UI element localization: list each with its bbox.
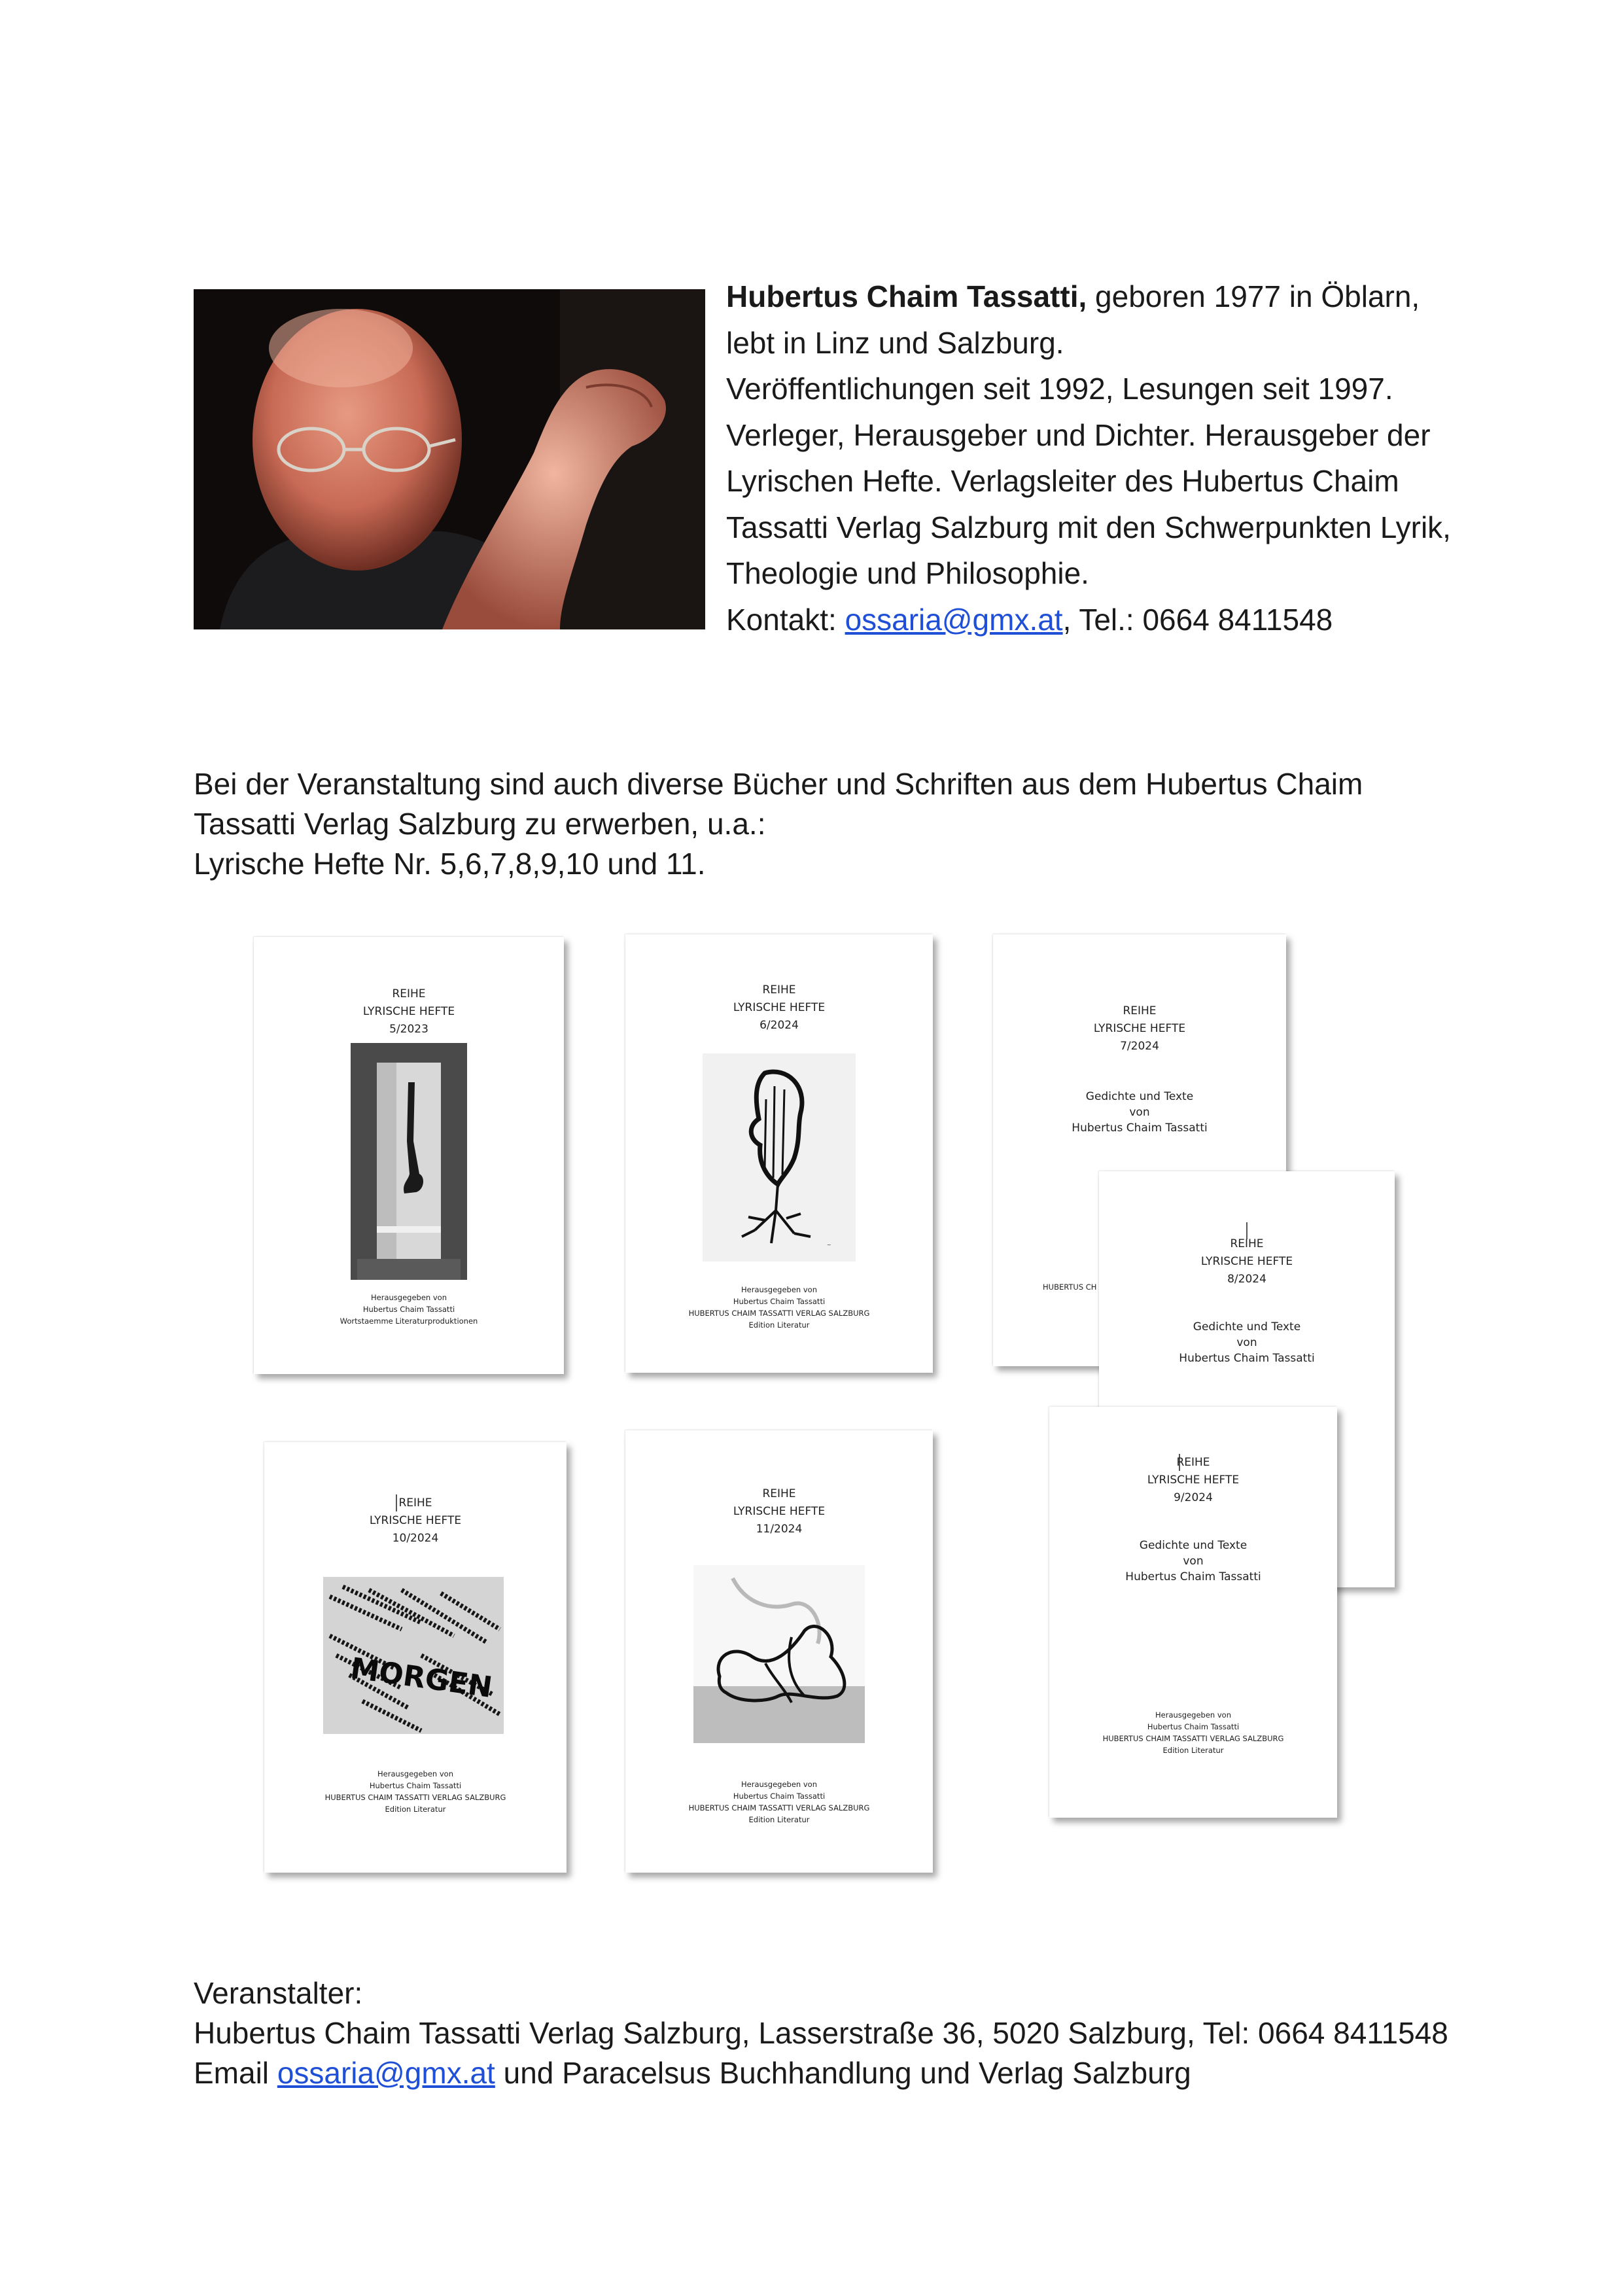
event-line-1: Bei der Veranstaltung sind auch diverse Bücher und Schriften aus dem Hubertus Chaim [194,767,1363,801]
cover-footer-1: Herausgegeben von [1155,1710,1231,1720]
event-line-2: Tassatti Verlag Salzburg zu erwerben, u.a.: [194,807,766,841]
bio-birth: geboren 1977 in Öblarn, [1087,279,1420,313]
cover-series: LYRISCHE HEFTE [362,1005,455,1018]
bio-line-6: Tassatti Verlag Salzburg mit den Schwerpunkten Lyrik, [726,510,1451,544]
cover-series: LYRISCHE HEFTE [1147,1474,1240,1487]
cover-heft-9 [1049,1407,1337,1818]
cover-subtitle-3: Hubertus Chaim Tassatti [1125,1570,1261,1583]
cover-subtitle-3: Hubertus Chaim Tassatti [1072,1122,1208,1135]
cover-footer-3: HUBERTUS CHAIM TASSATTI VERLAG SALZBURG [688,1803,870,1812]
organizer-info [194,1973,1600,2093]
event-line-3: Lyrische Hefte Nr. 5,6,7,8,9,10 und 11. [194,847,706,881]
cover-art-sculpture [351,1043,467,1280]
cover-number: 8/2024 [1227,1273,1266,1286]
cover-footer-1: Herausgegeben von [741,1780,817,1789]
cover-footer-4: Edition Literatur [748,1815,810,1824]
cover-subtitle-2: von [1129,1106,1150,1119]
cover-footer-3: HUBERTUS CHAIM TASSATTI VERLAG SALZBURG [1102,1734,1284,1743]
cover-reihe: REIHE [1176,1456,1210,1469]
cover-subtitle-3: Hubertus Chaim Tassatti [1179,1352,1315,1365]
bio-contact [726,597,1577,643]
cover-number: 9/2024 [1174,1491,1213,1504]
contact-phone: , Tel.: 0664 8411548 [1062,602,1333,637]
cover-footer-1: Herausgegeben von [371,1293,447,1302]
organizer-email-line [194,2053,1600,2093]
bio-line-7: Theologie und Philosophie. [726,556,1089,590]
cover-reihe: REIHE [762,1487,796,1500]
cover-footer-3: Wortstaemme Literaturproduktionen [340,1316,478,1326]
cover-number: 10/2024 [392,1532,439,1545]
cover-subtitle-1: Gedichte und Texte [1193,1320,1301,1333]
cover-footer-3: HUBERTUS CHAIM TASSATTI VERLAG SALZBURG [324,1793,506,1802]
cover-footer-1: Herausgegeben von [377,1769,453,1778]
cover-reihe: REIHE [1123,1004,1157,1017]
svg-text:MORGEN: MORGEN [348,1651,495,1705]
cover-reihe: REIHE [392,987,426,1000]
cover-reihe: REIHE [762,983,796,997]
cover-footer-2: Hubertus Chaim Tassatti [1147,1722,1240,1731]
bio-line-3: Veröffentlichungen seit 1992, Lesungen seit 1997. [726,372,1393,406]
cover-subtitle-1: Gedichte und Texte [1139,1539,1248,1552]
contact-email-link[interactable]: ossaria@gmx.at [845,602,1063,637]
cover-reihe: REIHE [1230,1237,1264,1250]
cover-footer-2: Hubertus Chaim Tassatti [362,1305,455,1314]
bio-line-5: Lyrischen Hefte. Verlagsleiter des Hubertus Chaim [726,464,1399,498]
cover-subtitle-2: von [1183,1555,1204,1568]
contact-label: Kontakt: [726,602,845,637]
cover-series: LYRISCHE HEFTE [733,1001,826,1014]
cover-number: 5/2023 [389,1023,428,1036]
email-label: Email [194,2056,277,2090]
cover-series: LYRISCHE HEFTE [1200,1255,1293,1268]
bio-line-4: Verleger, Herausgeber und Dichter. Herausgeber der [726,417,1431,452]
cover-number: 11/2024 [756,1523,803,1536]
cover-number: 6/2024 [759,1019,799,1032]
cover-series: LYRISCHE HEFTE [733,1505,826,1518]
cover-reihe: REIHE [398,1496,432,1510]
cover-series: LYRISCHE HEFTE [1093,1022,1186,1035]
cover-footer-4: Edition Literatur [1162,1746,1224,1755]
cover-footer-2: Hubertus Chaim Tassatti [733,1792,826,1801]
cover-footer-2: HUBERTUS CH [1043,1282,1097,1292]
cover-footer-3: HUBERTUS CHAIM TASSATTI VERLAG SALZBURG [688,1309,870,1318]
cover-footer-2: Hubertus Chaim Tassatti [733,1297,826,1306]
cover-footer-1: Herausgegeben von [741,1285,817,1294]
bio-line-2: lebt in Linz und Salzburg. [726,325,1064,360]
author-bio [726,274,1577,643]
cover-series: LYRISCHE HEFTE [369,1514,462,1527]
cover-footer-4: Edition Literatur [748,1320,810,1330]
cover-footer-2: Hubertus Chaim Tassatti [369,1781,462,1790]
author-name: Hubertus Chaim Tassatti, [726,279,1087,313]
organizer-heading: Veranstalter: [194,1976,363,2010]
cover-heft-10 [264,1442,567,1873]
cover-number: 7/2024 [1120,1040,1159,1053]
bio-line-1 [726,274,1577,320]
cover-footer-4: Edition Literatur [385,1805,446,1814]
cover-subtitle-1: Gedichte und Texte [1085,1090,1194,1103]
cover-heft-5 [254,937,564,1374]
cover-art-abstract [323,1577,504,1734]
cover-art-tree-head [703,1053,856,1262]
cover-heft-6 [625,934,933,1373]
event-paragraph [194,764,1502,884]
organizer-address: Hubertus Chaim Tassatti Verlag Salzburg, Lasserstraße 36, 5020 Salzburg, Tel: 0664 8411548 [194,2016,1448,2050]
cover-subtitle-2: von [1236,1336,1257,1349]
organizer-partner: und Paracelsus Buchhandlung und Verlag Salzburg [495,2056,1191,2090]
svg-text:~: ~ [827,1242,831,1248]
organizer-email-link[interactable]: ossaria@gmx.at [277,2056,495,2090]
author-photo [194,289,705,629]
cover-heft-11 [625,1430,933,1873]
cover-art-wire-figure [693,1565,865,1743]
